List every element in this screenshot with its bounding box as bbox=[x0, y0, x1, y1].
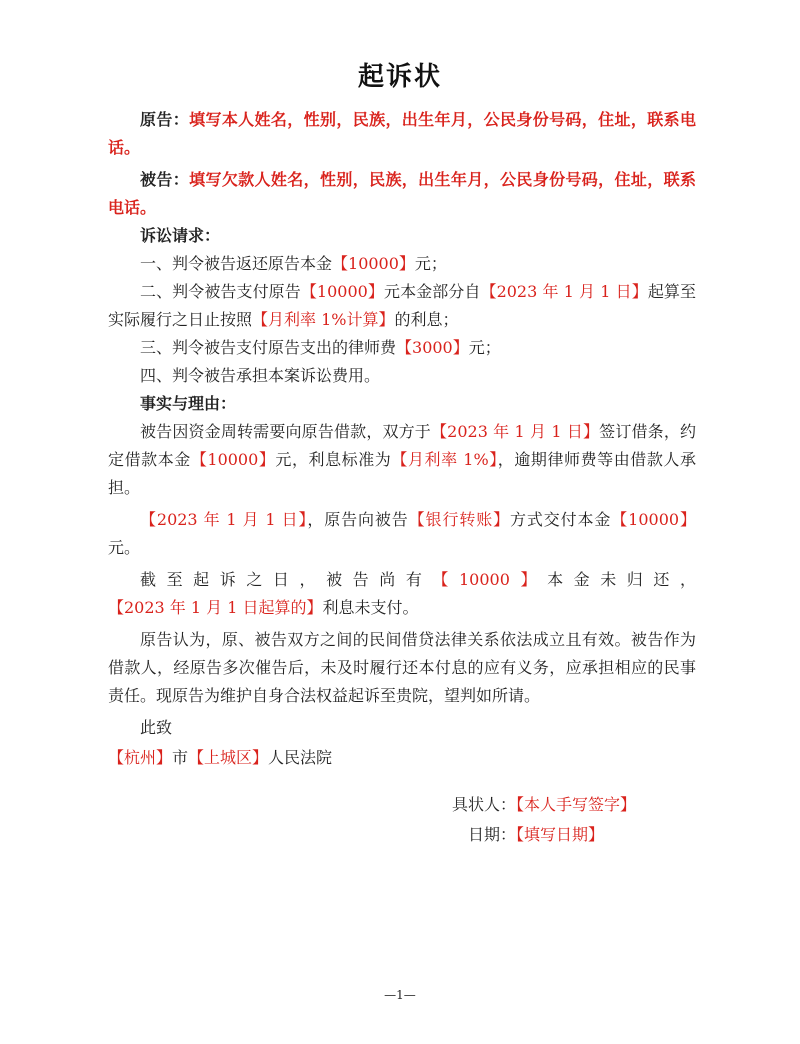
claim-2-text-3: 起算至实际履行之日止按照 bbox=[108, 282, 696, 329]
facts-1-text: 被告因资金周转需要向原告借款，双方于 bbox=[140, 422, 431, 441]
facts-3-text: 截至起诉之日，被告尚有 bbox=[140, 570, 433, 589]
facts-3-date: 【2023 年 1 月 1 日起算的】 bbox=[108, 598, 323, 617]
closing-salutation: 此致 bbox=[140, 718, 173, 737]
claim-2-date: 【2023 年 1 月 1 日】 bbox=[480, 282, 648, 301]
signature-label: 具状人： bbox=[452, 795, 517, 814]
claim-2-amount: 【10000】 bbox=[300, 282, 384, 301]
facts-2-amount: 【10000】 bbox=[611, 510, 696, 529]
plaintiff-value-cont: 联系电话。 bbox=[108, 110, 696, 157]
document-body bbox=[108, 106, 696, 772]
claim-3-unit: 元； bbox=[468, 338, 501, 357]
facts-paragraph-2 bbox=[108, 506, 696, 562]
claim-1-amount: 【10000】 bbox=[332, 254, 415, 273]
facts-paragraph-4: 原告认为，原、被告双方之间的民间借贷法律关系依法成立且有效。被告作为借款人，经原告多次催告后，未及时履行还本付息的应有义务，应承担相应的民事责任。现原告为维护自身合法权益起诉至贵院，望判如所请。 bbox=[108, 630, 696, 705]
court-city-suffix: 市 bbox=[172, 748, 189, 767]
defendant-line bbox=[108, 166, 696, 222]
defendant-value: 填写欠款人姓名，性别，民族，出生年月，公民身份号码，住 bbox=[189, 170, 631, 189]
plaintiff-line bbox=[108, 106, 696, 162]
date-line bbox=[468, 821, 728, 849]
signature-value: 【本人手写签字】 bbox=[516, 795, 637, 814]
court-city: 【杭州】 bbox=[108, 748, 173, 767]
claim-2-rate: 【月利率 1%计算】 bbox=[252, 310, 395, 329]
defendant-label: 被告： bbox=[140, 170, 190, 189]
claim-1-unit: 元； bbox=[414, 254, 447, 273]
facts-3-text-2: 本金未归还， bbox=[547, 570, 696, 589]
claim-item-3 bbox=[108, 334, 696, 362]
claim-2-text-2: 元本金部分自 bbox=[383, 282, 481, 301]
date-label: 日期： bbox=[468, 825, 517, 844]
facts-3-text-3: 利息未支付。 bbox=[322, 598, 419, 617]
facts-paragraph-1 bbox=[108, 418, 696, 502]
claim-1-text: 一、判令被告返还原告本金 bbox=[140, 254, 333, 273]
claims-heading: 诉讼请求： bbox=[140, 226, 221, 245]
date-value: 【填写日期】 bbox=[516, 825, 605, 844]
facts-3-amount: 【10000】 bbox=[432, 570, 548, 589]
page-number: —1— bbox=[384, 988, 416, 1002]
claim-3-text: 三、判令被告支付原告支出的律师费 bbox=[140, 338, 397, 357]
facts-heading: 事实与理由： bbox=[140, 394, 237, 413]
document-title: 起诉状 bbox=[357, 62, 442, 92]
facts-1-amount: 【10000】 bbox=[190, 450, 276, 469]
facts-2-date: 【2023 年 1 月 1 日】 bbox=[140, 510, 308, 529]
facts-2-method: 【银行转账】 bbox=[408, 510, 510, 529]
defendant-value-cont: 址，联系电话。 bbox=[108, 170, 696, 217]
court-district: 【上城区】 bbox=[188, 748, 269, 767]
facts-1-date: 【2023 年 1 月 1 日】 bbox=[430, 422, 600, 441]
signature-line bbox=[452, 791, 712, 819]
claim-item-2 bbox=[108, 278, 696, 334]
claim-item-4: 四、判令被告承担本案诉讼费用。 bbox=[140, 366, 381, 385]
facts-1-text-2: 签订借条，约定借款本金 bbox=[108, 422, 696, 469]
plaintiff-label: 原告： bbox=[140, 110, 190, 129]
facts-1-text-3: 元，利息标准为 bbox=[275, 450, 392, 469]
facts-2-text: ，原告向被告 bbox=[307, 510, 409, 529]
claim-2-text: 二、判令被告支付原告 bbox=[140, 282, 301, 301]
plaintiff-value: 填写本人姓名，性别，民族，出生年月，公民身份号码，住址， bbox=[189, 110, 648, 129]
claim-2-text-4: 的利息； bbox=[394, 310, 459, 329]
facts-2-text-3: 元。 bbox=[108, 538, 141, 557]
facts-1-rate: 【月利率 1%】 bbox=[391, 450, 498, 469]
claim-3-amount: 【3000】 bbox=[396, 338, 469, 357]
court-name: 人民法院 bbox=[268, 748, 333, 767]
facts-paragraph-3 bbox=[108, 566, 696, 622]
facts-1-text-4: ，逾期律师费等由借款人承担。 bbox=[108, 450, 696, 497]
facts-2-text-2: 方式交付本金 bbox=[509, 510, 612, 529]
claim-item-1 bbox=[108, 250, 696, 278]
court-line bbox=[108, 744, 696, 772]
